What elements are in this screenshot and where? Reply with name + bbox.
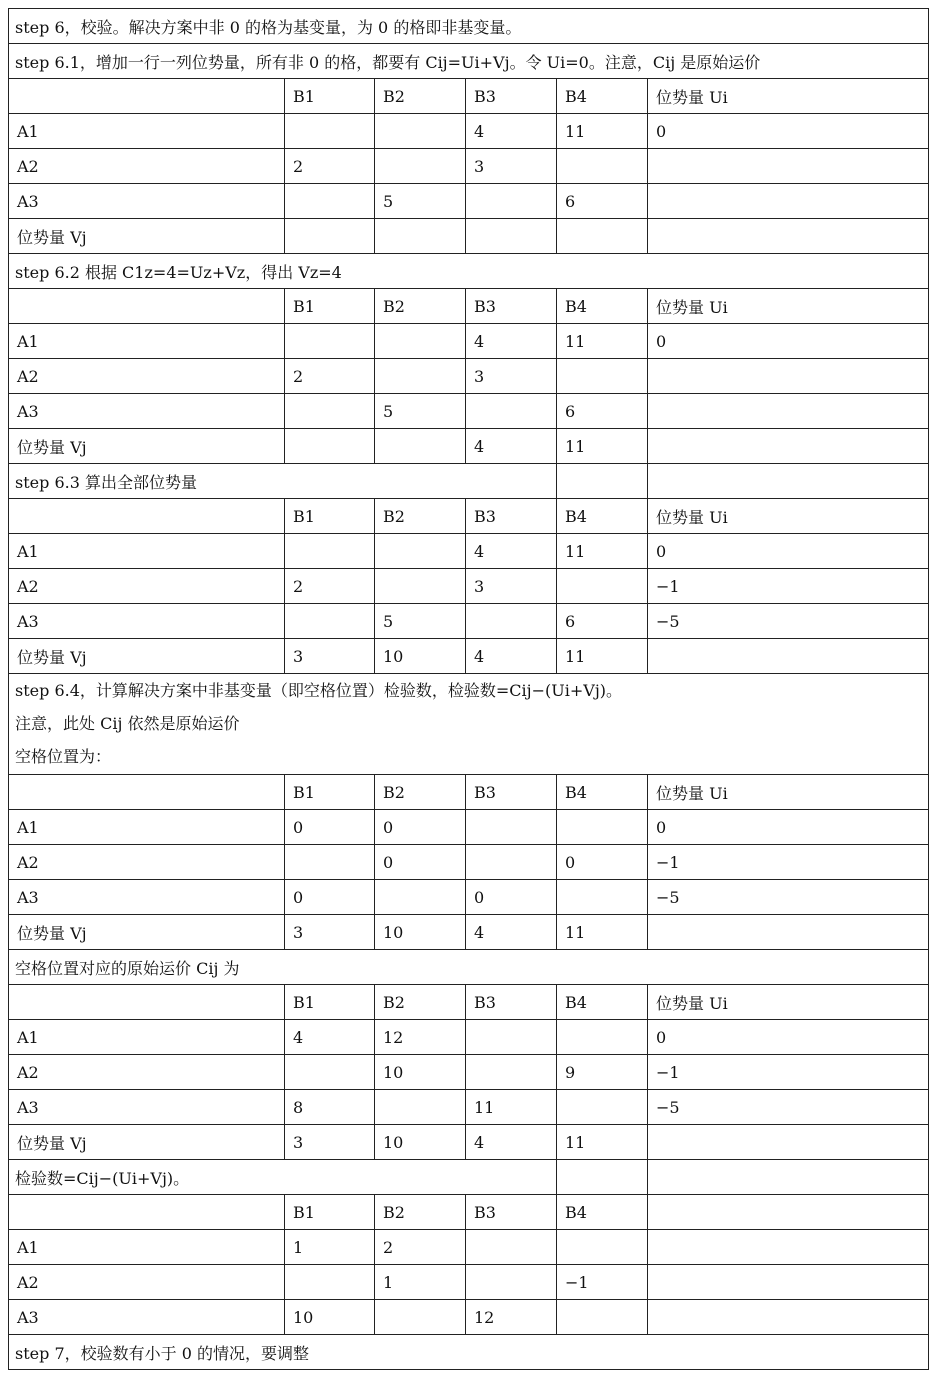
table-cell: 2 bbox=[375, 1230, 466, 1265]
table-cell: 10 bbox=[285, 1300, 375, 1335]
column-header: 位势量 Ui bbox=[648, 499, 929, 534]
table-cell bbox=[557, 1090, 648, 1125]
column-header: B1 bbox=[285, 985, 375, 1020]
table-cell: 11 bbox=[557, 534, 648, 569]
table-cell bbox=[557, 810, 648, 845]
step64-line: step 6.4，计算解决方案中非基变量（即空格位置）检验数，检验数=Cij−(Ui+Vj)。 bbox=[15, 681, 623, 700]
column-header: B3 bbox=[466, 1195, 557, 1230]
table-row bbox=[9, 429, 929, 464]
table-row bbox=[9, 1230, 929, 1265]
table-cell: 11 bbox=[557, 429, 648, 464]
column-header bbox=[9, 1195, 285, 1230]
table-cell bbox=[375, 880, 466, 915]
table-cell: 5 bbox=[375, 184, 466, 219]
table-cell bbox=[648, 1265, 929, 1300]
column-header: B3 bbox=[466, 985, 557, 1020]
table-cell bbox=[648, 429, 929, 464]
column-header: B2 bbox=[375, 985, 466, 1020]
step62-text-row bbox=[9, 254, 929, 289]
table-cell bbox=[466, 845, 557, 880]
table-cell: 4 bbox=[285, 1020, 375, 1055]
row-header: A1 bbox=[9, 810, 285, 845]
table-cell: 0 bbox=[648, 1020, 929, 1055]
row-header: A2 bbox=[9, 569, 285, 604]
table-cell bbox=[648, 1300, 929, 1335]
table-cell: 3 bbox=[466, 359, 557, 394]
column-header: B4 bbox=[557, 79, 648, 114]
table-row bbox=[9, 149, 929, 184]
step6-title: step 6，校验。解决方案中非 0 的格为基变量，为 0 的格即非基变量。 bbox=[9, 9, 929, 44]
row-header: A3 bbox=[9, 394, 285, 429]
row-header: 位势量 Vj bbox=[9, 915, 285, 950]
row-header: A3 bbox=[9, 184, 285, 219]
table-cell bbox=[466, 1020, 557, 1055]
check-text: 检验数=Cij−(Ui+Vj)。 bbox=[9, 1160, 557, 1195]
table-cell bbox=[557, 880, 648, 915]
table-cell: −1 bbox=[557, 1265, 648, 1300]
check-text-row bbox=[9, 1160, 929, 1195]
row-header: A1 bbox=[9, 114, 285, 149]
step62-text: step 6.2 根据 C1z=4=Uz+Vz，得出 Vz=4 bbox=[9, 254, 929, 289]
column-header bbox=[9, 499, 285, 534]
table-cell: 12 bbox=[375, 1020, 466, 1055]
step64-line: 空格位置为： bbox=[15, 747, 112, 766]
column-header: B2 bbox=[375, 79, 466, 114]
table-cell: 11 bbox=[557, 114, 648, 149]
table-row bbox=[9, 1090, 929, 1125]
row-header: A3 bbox=[9, 1300, 285, 1335]
table-cell: 0 bbox=[648, 534, 929, 569]
table-cell bbox=[648, 359, 929, 394]
table-cell bbox=[375, 534, 466, 569]
table-cell: −1 bbox=[648, 569, 929, 604]
row-header: A2 bbox=[9, 149, 285, 184]
table-cell bbox=[557, 569, 648, 604]
column-header: B1 bbox=[285, 79, 375, 114]
table-cell: 0 bbox=[285, 880, 375, 915]
table-cell: −1 bbox=[648, 845, 929, 880]
row-header: 位势量 Vj bbox=[9, 639, 285, 674]
table-cell: −5 bbox=[648, 604, 929, 639]
table-row bbox=[9, 604, 929, 639]
column-header: B3 bbox=[466, 499, 557, 534]
table-cell: 8 bbox=[285, 1090, 375, 1125]
table-cell bbox=[466, 1055, 557, 1090]
table-cell bbox=[285, 534, 375, 569]
column-header: B1 bbox=[285, 499, 375, 534]
table-cell bbox=[285, 845, 375, 880]
table-cell bbox=[285, 604, 375, 639]
column-header bbox=[9, 985, 285, 1020]
row-header: A2 bbox=[9, 845, 285, 880]
step64-text bbox=[9, 674, 929, 775]
table-row bbox=[9, 394, 929, 429]
table-cell bbox=[375, 1090, 466, 1125]
table-cell: 5 bbox=[375, 604, 466, 639]
table-cell bbox=[375, 569, 466, 604]
column-header: B3 bbox=[466, 79, 557, 114]
table-cell: 0 bbox=[375, 810, 466, 845]
table-cell: 6 bbox=[557, 394, 648, 429]
table-cell: 11 bbox=[557, 915, 648, 950]
table-cell bbox=[648, 1230, 929, 1265]
row-header: A3 bbox=[9, 880, 285, 915]
column-header: 位势量 Ui bbox=[648, 985, 929, 1020]
table-cell: 1 bbox=[285, 1230, 375, 1265]
table-cell: 5 bbox=[375, 394, 466, 429]
header-row bbox=[9, 499, 929, 534]
table-cell: 4 bbox=[466, 1125, 557, 1160]
table-cell: 11 bbox=[466, 1090, 557, 1125]
cost-text-row bbox=[9, 950, 929, 985]
column-header bbox=[9, 289, 285, 324]
empty-cell bbox=[648, 464, 929, 499]
table-row bbox=[9, 359, 929, 394]
table-cell: 12 bbox=[466, 1300, 557, 1335]
table-row bbox=[9, 569, 929, 604]
table-cell: 11 bbox=[557, 639, 648, 674]
table-cell: 4 bbox=[466, 534, 557, 569]
table-cell bbox=[375, 429, 466, 464]
potential-method-table bbox=[8, 8, 929, 1370]
step64-row bbox=[9, 674, 929, 775]
step7-text: step 7，校验数有小于 0 的情况，要调整 bbox=[9, 1335, 929, 1370]
table-cell: 4 bbox=[466, 429, 557, 464]
table-cell: 11 bbox=[557, 1125, 648, 1160]
table-cell: 10 bbox=[375, 1125, 466, 1160]
table-cell bbox=[285, 324, 375, 359]
column-header: B2 bbox=[375, 1195, 466, 1230]
table-cell bbox=[648, 184, 929, 219]
table-cell bbox=[375, 149, 466, 184]
table-cell bbox=[285, 219, 375, 254]
column-header: B3 bbox=[466, 775, 557, 810]
table-cell: 11 bbox=[557, 324, 648, 359]
column-header: 位势量 Ui bbox=[648, 775, 929, 810]
table-cell: −1 bbox=[648, 1055, 929, 1090]
table-cell: 0 bbox=[285, 810, 375, 845]
table-cell bbox=[285, 429, 375, 464]
column-header: B2 bbox=[375, 289, 466, 324]
table-cell bbox=[466, 1230, 557, 1265]
row-header: A1 bbox=[9, 534, 285, 569]
table-row bbox=[9, 184, 929, 219]
table-cell: 0 bbox=[648, 810, 929, 845]
table-cell: −5 bbox=[648, 880, 929, 915]
step63-text: step 6.3 算出全部位势量 bbox=[9, 464, 557, 499]
column-header bbox=[9, 775, 285, 810]
table-row bbox=[9, 810, 929, 845]
step64-line: 注意，此处 Cij 依然是原始运价 bbox=[15, 714, 240, 733]
step7-text-row bbox=[9, 1335, 929, 1370]
table-cell bbox=[466, 184, 557, 219]
table-row bbox=[9, 1300, 929, 1335]
table-cell: 3 bbox=[285, 1125, 375, 1160]
table-cell: 4 bbox=[466, 324, 557, 359]
table-cell bbox=[285, 394, 375, 429]
cost-text: 空格位置对应的原始运价 Cij 为 bbox=[9, 950, 929, 985]
column-header: B4 bbox=[557, 775, 648, 810]
table-cell: 10 bbox=[375, 639, 466, 674]
table-cell bbox=[285, 184, 375, 219]
table-cell: 4 bbox=[466, 639, 557, 674]
table-row bbox=[9, 1265, 929, 1300]
table-row bbox=[9, 880, 929, 915]
column-header: B1 bbox=[285, 1195, 375, 1230]
column-header: B1 bbox=[285, 289, 375, 324]
row-header: A2 bbox=[9, 359, 285, 394]
column-header: B1 bbox=[285, 775, 375, 810]
table-cell bbox=[557, 1020, 648, 1055]
column-header bbox=[648, 1195, 929, 1230]
table-cell bbox=[557, 1230, 648, 1265]
table-cell bbox=[285, 1265, 375, 1300]
row-header: 位势量 Vj bbox=[9, 219, 285, 254]
step6-title-row bbox=[9, 9, 929, 44]
column-header: B4 bbox=[557, 289, 648, 324]
step61-text: step 6.1，增加一行一列位势量，所有非 0 的格，都要有 Cij=Ui+Vj。令 Ui=0。注意，Cij 是原始运价 bbox=[9, 44, 929, 79]
table-cell: 0 bbox=[375, 845, 466, 880]
table-cell: 0 bbox=[648, 114, 929, 149]
table-cell bbox=[648, 219, 929, 254]
table-cell bbox=[375, 324, 466, 359]
step61-text-row bbox=[9, 44, 929, 79]
table-cell bbox=[648, 639, 929, 674]
table-cell bbox=[557, 219, 648, 254]
header-row bbox=[9, 775, 929, 810]
table-cell bbox=[285, 114, 375, 149]
row-header: A3 bbox=[9, 1090, 285, 1125]
table-cell: 3 bbox=[285, 915, 375, 950]
row-header: A3 bbox=[9, 604, 285, 639]
table-row bbox=[9, 534, 929, 569]
column-header: B2 bbox=[375, 499, 466, 534]
table-cell bbox=[466, 219, 557, 254]
table-cell bbox=[466, 394, 557, 429]
step63-text-row bbox=[9, 464, 929, 499]
table-row bbox=[9, 324, 929, 359]
row-header: A1 bbox=[9, 1020, 285, 1055]
empty-cell bbox=[648, 1160, 929, 1195]
table-cell bbox=[375, 1300, 466, 1335]
table-cell: 2 bbox=[285, 149, 375, 184]
table-cell: 2 bbox=[285, 359, 375, 394]
table-row bbox=[9, 1055, 929, 1090]
column-header bbox=[9, 79, 285, 114]
table-cell bbox=[557, 1300, 648, 1335]
table-cell bbox=[375, 114, 466, 149]
table-cell bbox=[466, 604, 557, 639]
row-header: A1 bbox=[9, 1230, 285, 1265]
table-row bbox=[9, 114, 929, 149]
table-cell: 0 bbox=[557, 845, 648, 880]
row-header: 位势量 Vj bbox=[9, 1125, 285, 1160]
table-cell: 3 bbox=[466, 569, 557, 604]
column-header: B4 bbox=[557, 1195, 648, 1230]
table-cell bbox=[648, 394, 929, 429]
table-cell: −5 bbox=[648, 1090, 929, 1125]
row-header: A1 bbox=[9, 324, 285, 359]
column-header: B2 bbox=[375, 775, 466, 810]
table-cell: 10 bbox=[375, 1055, 466, 1090]
table-row bbox=[9, 845, 929, 880]
table-row bbox=[9, 219, 929, 254]
column-header: B4 bbox=[557, 985, 648, 1020]
table-cell: 4 bbox=[466, 915, 557, 950]
table-cell bbox=[285, 1055, 375, 1090]
table-cell bbox=[648, 1125, 929, 1160]
table-cell: 6 bbox=[557, 604, 648, 639]
table-cell: 9 bbox=[557, 1055, 648, 1090]
table-cell: 3 bbox=[285, 639, 375, 674]
table-cell: 2 bbox=[285, 569, 375, 604]
header-row bbox=[9, 1195, 929, 1230]
column-header: B4 bbox=[557, 499, 648, 534]
column-header: 位势量 Ui bbox=[648, 289, 929, 324]
table-cell bbox=[557, 359, 648, 394]
column-header: 位势量 Ui bbox=[648, 79, 929, 114]
table-cell: 3 bbox=[466, 149, 557, 184]
table-cell bbox=[648, 149, 929, 184]
table-cell: 4 bbox=[466, 114, 557, 149]
table-row bbox=[9, 915, 929, 950]
table-cell bbox=[648, 915, 929, 950]
header-row bbox=[9, 289, 929, 324]
table-cell: 10 bbox=[375, 915, 466, 950]
table-cell bbox=[466, 810, 557, 845]
header-row bbox=[9, 79, 929, 114]
table-cell bbox=[375, 359, 466, 394]
table-row bbox=[9, 639, 929, 674]
row-header: A2 bbox=[9, 1265, 285, 1300]
table-cell bbox=[466, 1265, 557, 1300]
table-cell: 0 bbox=[466, 880, 557, 915]
header-row bbox=[9, 985, 929, 1020]
table-row bbox=[9, 1020, 929, 1055]
table-cell bbox=[375, 219, 466, 254]
empty-cell bbox=[557, 1160, 648, 1195]
table-cell bbox=[557, 149, 648, 184]
column-header: B3 bbox=[466, 289, 557, 324]
table-cell: 6 bbox=[557, 184, 648, 219]
empty-cell bbox=[557, 464, 648, 499]
table-cell: 0 bbox=[648, 324, 929, 359]
table-cell: 1 bbox=[375, 1265, 466, 1300]
table-row bbox=[9, 1125, 929, 1160]
row-header: 位势量 Vj bbox=[9, 429, 285, 464]
row-header: A2 bbox=[9, 1055, 285, 1090]
